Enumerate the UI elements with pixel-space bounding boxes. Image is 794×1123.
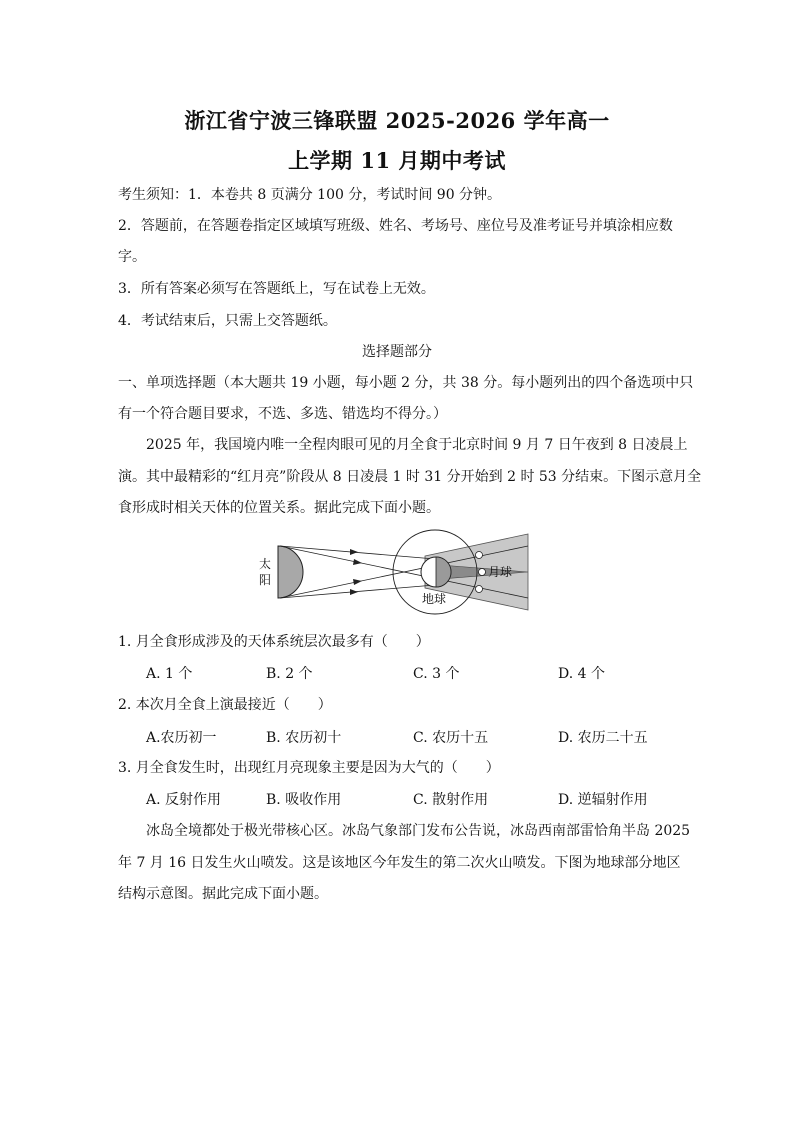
question-2-option-a[interactable]: A.农历初一 [146, 730, 217, 746]
sun-shape [278, 546, 303, 598]
question-3-option-c[interactable]: C. 散射作用 [413, 792, 489, 808]
passage1-line3: 食形成时相关天体的位置关系。据此完成下面小题。 [118, 500, 440, 516]
moon-position [476, 552, 483, 559]
question-3-stem: 3. 月全食发生时，出现红月亮现象主要是因为大气的（ ） [118, 760, 500, 776]
ray-arrow [353, 579, 362, 585]
section-intro-line1: 一、单项选择题（本大题共 19 小题，每小题 2 分，共 38 分。每小题列出的四个备选项中只 [118, 375, 694, 391]
section-title: 选择题部分 [362, 344, 432, 360]
exam-title-line2: 上学期 11 月期中考试 [288, 148, 506, 173]
passage1-line1: 2025 年，我国境内唯一全程肉眼可见的月全食于北京时间 9 月 7 日午夜到 8 日凌晨上 [146, 437, 688, 453]
question-1-option-a[interactable]: A. 1 个 [146, 666, 193, 682]
passage1-line2: 演。其中最精彩的“红月亮”阶段从 8 日凌晨 1 时 31 分开始到 2 时 53 分结束。下图示意月全 [118, 469, 702, 485]
exam-title-line1: 浙江省宁波三锋联盟 2025-2026 学年高一 [184, 108, 610, 133]
question-1-option-d[interactable]: D. 4 个 [558, 666, 605, 682]
moon-position [476, 586, 483, 593]
question-1-option-c[interactable]: C. 3 个 [413, 666, 460, 682]
question-1-option-b[interactable]: B. 2 个 [266, 666, 313, 682]
passage2-line1: 冰岛全境都处于极光带核心区。冰岛气象部门发布公告说，冰岛西南部雷恰角半岛 2025 [146, 823, 691, 839]
section-intro-line2: 有一个符合题目要求，不选、多选、错选均不得分。） [118, 406, 447, 422]
question-2-option-d[interactable]: D. 农历二十五 [558, 730, 648, 746]
passage2-line3: 结构示意图。据此完成下面小题。 [118, 886, 328, 902]
earth-label: 地球 [422, 592, 447, 606]
ray-arrow [350, 589, 358, 595]
notice-line3: 3．所有答案必须写在答题纸上，写在试卷上无效。 [118, 281, 435, 297]
sun-label-1: 太 [259, 557, 272, 571]
notice-line2: 2．答题前，在答题卷指定区域填写班级、姓名、考场号、座位号及准考证号并填涂相应数 [118, 218, 673, 234]
question-2-option-c[interactable]: C. 农历十五 [413, 730, 489, 746]
notice-line1: 考生须知：1．本卷共 8 页满分 100 分，考试时间 90 分钟。 [118, 187, 502, 203]
light-ray [280, 585, 435, 598]
lunar-eclipse-diagram [250, 528, 535, 616]
question-2-option-b[interactable]: B. 农历初十 [266, 730, 342, 746]
notice-line2b: 字。 [118, 249, 146, 265]
light-ray [280, 546, 435, 559]
moon-position [479, 569, 486, 576]
ray-arrow [353, 559, 362, 565]
sun-label-2: 阳 [259, 573, 272, 587]
question-3-option-a[interactable]: A. 反射作用 [146, 792, 222, 808]
question-1-stem: 1. 月全食形成涉及的天体系统层次最多有（ ） [118, 634, 430, 650]
question-3-option-d[interactable]: D. 逆辐射作用 [558, 792, 648, 808]
question-3-option-b[interactable]: B. 吸收作用 [266, 792, 342, 808]
question-2-stem: 2. 本次月全食上演最接近（ ） [118, 697, 332, 713]
moon-label: 月球 [488, 565, 513, 579]
notice-line4: 4．考试结束后，只需上交答题纸。 [118, 313, 337, 329]
ray-arrow [350, 549, 358, 555]
passage2-line2: 年 7 月 16 日发生火山喷发。这是该地区今年发生的第二次火山喷发。下图为地球部分地区 [118, 855, 681, 871]
